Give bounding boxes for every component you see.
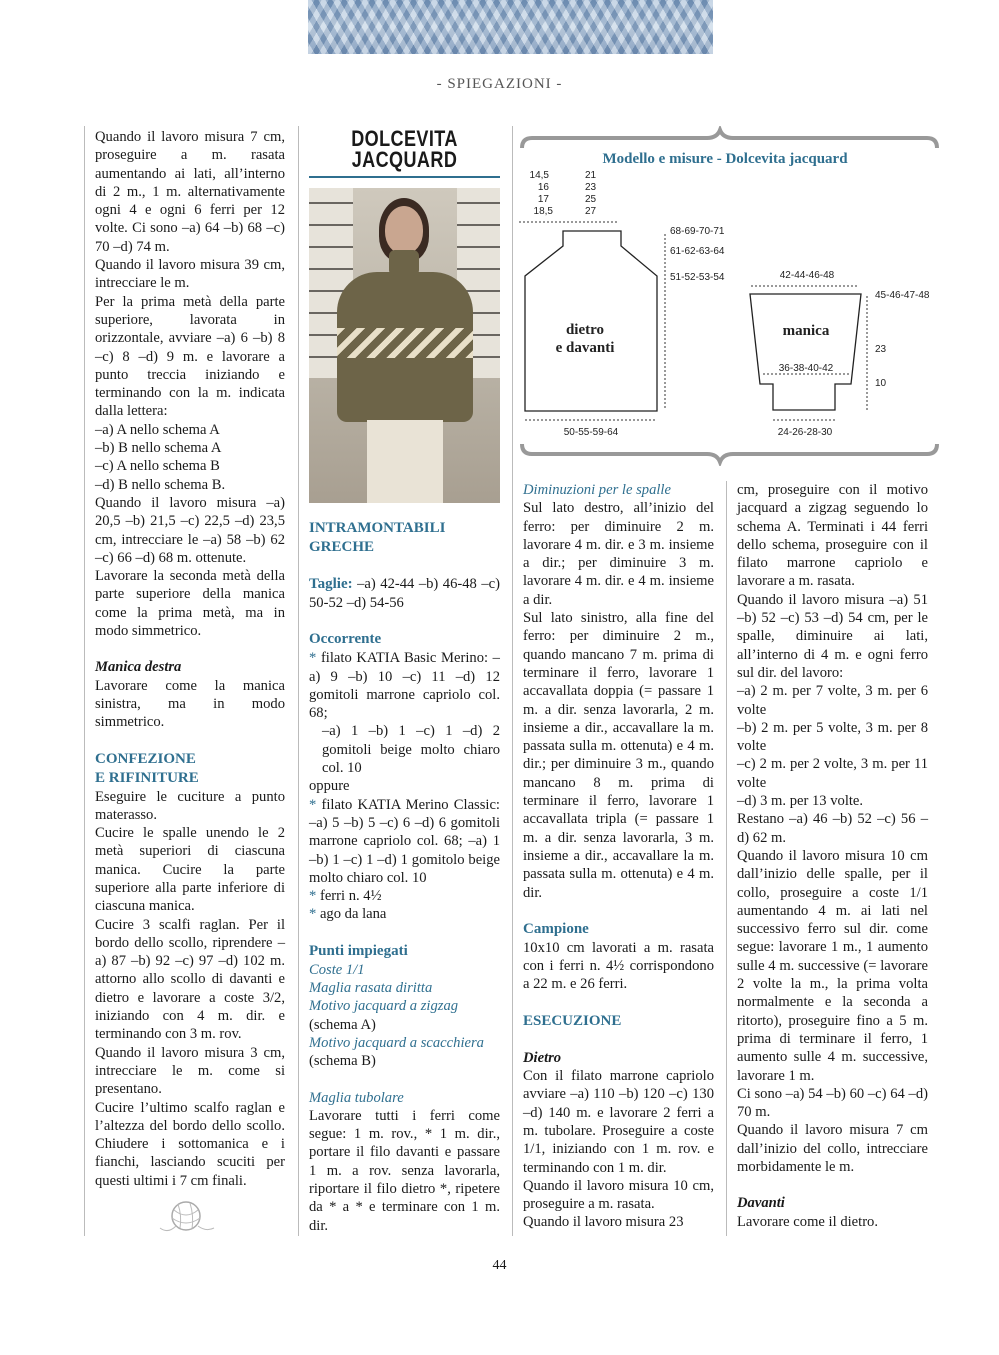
- body-width: 50-55-59-64: [563, 427, 619, 438]
- list-item: –c) A nello schema B: [95, 458, 220, 475]
- paragraph: Quando il lavoro misura –a) 51 –b) 52 –c) 53 –d) 54 cm, per le spalle, diminuire ai lati, all’interno di 4 m. e ogni ferro sul dir. del lavoro:: [737, 591, 928, 681]
- body-label-2: e davanti: [555, 340, 615, 356]
- neck-height-b: 23: [585, 182, 597, 193]
- knit-texture-banner: [308, 0, 713, 54]
- measurements-diagram: [517, 126, 942, 466]
- paragraph: Sul lato sinistro, alla fine del ferro: per diminuire 2 m., quando mancano 7 m. prima di terminare il ferro, lavorare 1 accavallata doppia (= passare 1 m. a dir. senza lavorarla, 2 m. insieme a dir., accavallare la m. passata sulla m. ottenuta) e 4 m. dir.; per diminuire 3 m., quando mancano 8 m. prima di terminare il ferro, lavorare 1 accavallata tripla (= passare 1 m. a dir. senza lavorarla, 3 m. insieme a dir., accavallare la m. passata sulla m. ottenuta) e 4 m. dir.: [523, 610, 714, 901]
- paragraph: Lavorare la seconda metà della parte superiore della manica come la prima metà, ma in modo simmetrico.: [95, 568, 285, 640]
- paragraph: Quando il lavoro misura 10 cm, proseguire a m. rasata.: [523, 1177, 714, 1213]
- stitch-item: Coste 1/1: [309, 961, 365, 978]
- sleeve-mid-width: 36-38-40-42: [778, 363, 834, 374]
- paragraph: Cucire l’ultimo scalfo raglan e l’altezza del bordo dello scollo. Chiudere i sottomanica e i fianchi, lasciando scuciti per questi ultimi i 7 cm finali.: [95, 1099, 285, 1189]
- body-height-side: 51-52-53-54: [670, 272, 725, 283]
- sleeve-height-1: 23: [875, 344, 887, 355]
- paragraph: Quando il lavoro misura 23: [523, 1214, 684, 1231]
- body-height-shoulder: 61-62-63-64: [670, 246, 725, 257]
- neck-height-d: 27: [585, 206, 597, 217]
- paragraph: Quando il lavoro misura 3 cm, intrecciare le m. come si presentano.: [95, 1044, 285, 1098]
- materials-item: –a) 1 –b) 1 –c) 1 –d) 2 gomitoli beige molto chiaro col. 10: [322, 723, 500, 777]
- list-item: –d) B nello schema B.: [95, 476, 226, 493]
- neck-width-a: 14,5: [529, 170, 549, 181]
- bracket-bottom: [522, 444, 937, 462]
- model-photo: [309, 188, 500, 503]
- body-height-total: 68-69-70-71: [670, 226, 725, 237]
- list-item: –b) 2 m. per 5 volte, 3 m. per 8 volte: [737, 719, 928, 755]
- subtitle: INTRAMONTABILI: [309, 520, 446, 536]
- paragraph: Per la prima metà della parte superiore, lavorata in orizzontale, avviare –a) 6 –b) 8 –c) 8 –d) 9 m. e lavorare a punto treccia iniziando e terminando con la m. indicata dalla lettera:: [95, 293, 285, 420]
- materials-item: filato KATIA Merino Classic: –a) 5 –b) 5 –c) 6 –d) 6 gomitoli marrone capriolo col. 68; –a) 1 –b) 1 –c) 1 –d) 1 gomitolo beige molto chiaro col. 10: [309, 796, 500, 886]
- article-title: DOLCEVITA JACQUARD: [351, 126, 458, 172]
- paragraph: Quando il lavoro misura 7 cm dall’inizio del collo, intrecciare morbidamente le m.: [737, 1122, 928, 1175]
- heading-campione: Campione: [523, 920, 589, 937]
- list-item: –a) A nello schema A: [95, 421, 220, 438]
- materials-item: ago da lana: [319, 906, 387, 923]
- heading-punti: Punti impiegati: [309, 942, 408, 959]
- column-rule: [512, 126, 513, 1236]
- paragraph: 10x10 cm lavorati a m. rasata con i ferri n. 4½ corrispondono a 22 m. e 26 ferri.: [523, 939, 714, 993]
- list-item: –d) 3 m. per 13 volte.: [737, 793, 864, 810]
- heading-confezione: CONFEZIONE: [95, 750, 196, 767]
- column-rule: [298, 126, 299, 1236]
- paragraph: Cucire 3 scalfi raglan. Per il bordo dello scollo, riprendere –a) 87 –b) 92 –c) 97 –d) 102 m. attorno allo scollo di davanti e dietro e lavorare a coste 3/2, iniziando con 4 m. dir. e terminando con 3 m. rov.: [95, 916, 285, 1043]
- schematic-svg: [517, 126, 942, 466]
- stitch-item: Motivo jacquard a zigzag: [309, 998, 459, 1015]
- neck-width-c: 17: [537, 194, 549, 205]
- column-3: [523, 481, 714, 1232]
- paragraph: Restano –a) 46 –b) 52 –c) 56 –d) 62 m.: [737, 811, 928, 846]
- materials-item: filato KATIA Basic Merino: –a) 9 –b) 10 –c) 11 –d) 12 gomitoli marrone capriolo col. 68;: [309, 650, 500, 722]
- stitch-note: (schema B): [309, 1053, 376, 1070]
- paragraph: Lavorare come la manica sinistra, ma in modo simmetrico.: [95, 677, 285, 731]
- heading-davanti: Davanti: [737, 1195, 785, 1212]
- materials-or: oppure: [309, 778, 350, 795]
- column-4: [737, 481, 928, 1231]
- sleeve-label: manica: [782, 323, 830, 339]
- list-item: –a) 2 m. per 7 volte, 3 m. per 6 volte: [737, 683, 928, 718]
- heading-tubolare: Maglia tubolare: [309, 1089, 404, 1106]
- column-2: DOLCEVITA JACQUARD INTRAMONTABILI GRECHE Taglie: –a) 42-44 –b) 46-48 –c) 50-52 –d) 54-56 Occorrente * filato KATIA Basic Merino: –a) 9 –b) 10 –c) 11 –d) 12 gomitoli marrone capriolo col. 68; –a) 1 –b) 1 –c) 1 –d) 2 gomitoli beige molto chiaro col. 10 oppure * filato KATIA Merino Classic: –a) 5 –b) 5 –c) 6 –d) 6 gomitoli marrone capriolo col. 68; –a) 1 –b) 1 –c) 1 –d) 1 gomitolo beige molto chiaro col. 10 * ferri n. 4½ * ago da lana Punti impiegati Coste 1/1 Maglia rasata diritta Motivo jacquard a zigzag (schema A) Motivo jacquard a scacchiera (schema B) Maglia tubolare Lavorare tutti i ferri come segue: 1 m. rov., * 1 m. dir., portare il filo davanti e passare 1 m. a rov. senza lavorarla, riportare il filo dietro *, ripetere da * a * e terminare con 1 m. dir.: [309, 126, 500, 1234]
- stitch-item: Motivo jacquard a scacchiera: [309, 1034, 484, 1051]
- paragraph: Ci sono –a) 54 –b) 60 –c) 64 –d) 70 m.: [737, 1085, 928, 1121]
- column-rule: [84, 126, 85, 1236]
- paragraph: Lavorare come il dietro.: [737, 1213, 879, 1230]
- stitch-note: (schema A): [309, 1016, 376, 1033]
- neck-height-c: 25: [585, 194, 597, 205]
- materials-item: ferri n. 4½: [319, 888, 382, 905]
- stitch-item: Maglia rasata diritta: [309, 980, 433, 997]
- column-rule: [726, 481, 727, 1236]
- section-header: - SPIEGAZIONI -: [436, 76, 563, 92]
- sleeve-outline: [750, 294, 861, 410]
- list-item: –b) B nello schema A: [95, 440, 222, 457]
- body-outline: [525, 231, 657, 411]
- paragraph: Con il filato marrone capriolo avviare –a) 110 –b) 120 –c) 130 –d) 140 m. e lavorare 2 ferri a m. tubolare. Proseguire a coste 1/1, iniziando con 1 m. rov. e terminando con 1 m. dir.: [523, 1068, 714, 1176]
- sleeve-height-2: 10: [875, 378, 887, 389]
- neck-height-a: 21: [585, 170, 597, 181]
- neck-width-d: 18,5: [533, 206, 553, 217]
- neck-width-b: 16: [537, 182, 549, 193]
- heading-manica-destra: Manica destra: [95, 659, 182, 676]
- heading-occorrente: Occorrente: [309, 631, 382, 648]
- bracket-top: [522, 130, 937, 148]
- sleeve-top-width: 42-44-46-48: [779, 270, 835, 281]
- list-item: –c) 2 m. per 2 volte, 3 m. per 11 volte: [737, 756, 928, 791]
- yarn-ball-icon: [158, 1198, 216, 1236]
- page-number: 44: [492, 1258, 507, 1273]
- paragraph: Quando il lavoro misura 39 cm, intrecciare le m.: [95, 257, 285, 292]
- paragraph: Sul lato destro, all’inizio del ferro: per diminuire 2 m. lavorare 4 m. dir. e 3 m. insieme a dir.; per diminuire 3 m. lavorare 4 m. dir. e 4 m. insieme a dir.: [523, 500, 714, 608]
- heading-esecuzione: ESECUZIONE: [523, 1012, 622, 1029]
- paragraph: Eseguire le cuciture a punto materasso.: [95, 788, 285, 823]
- paragraph: Quando il lavoro misura 10 cm dall’inizio delle spalle, per il collo, proseguire a coste 1/1 aumentando 4 m. ai lati nel successivo ferro sul dir. come segue: lavorare 1 m., 1 aumento sulle 4 m. successive (= lavorare 2 volte la m., la prima volta normalmente e la seconda a ritorto), proseguire fino a 5 m. prima di terminare il ferro, 1 aumento sulle 4 m. successive, lavorare 1 m.: [737, 847, 928, 1084]
- sizes-value: –a) 42-44 –b) 46-48 –c) 50-52 –d) 54-56: [309, 576, 500, 611]
- heading-dietro: Dietro: [523, 1049, 562, 1066]
- paragraph: Lavorare tutti i ferri come segue: 1 m. rov., * 1 m. dir., portare il filo davanti e passare 1 m. a rov. senza lavorarla, riportare il filo dietro *, ripetere da * a * e terminare con 1 m. dir.: [309, 1107, 500, 1234]
- subtitle: GRECHE: [309, 539, 375, 555]
- title-underline: [309, 176, 500, 178]
- heading-diminuzioni: Diminuzioni per le spalle: [523, 482, 671, 498]
- paragraph: Quando il lavoro misura –a) 20,5 –b) 21,5 –c) 22,5 –d) 23,5 cm, intrecciare le –a) 58 –b) 62 –c) 66 –d) 68 m. ottenute.: [95, 494, 285, 566]
- diagram-title: Modello e misure - Dolcevita jacquard: [602, 151, 848, 167]
- body-label-1: dietro: [565, 322, 605, 338]
- paragraph: Quando il lavoro misura 7 cm, proseguire a m. rasata aumentando ai lati, all’interno di 2 m., 1 m. alternativamente ogni 4 e ogni 6 ferri per 12 volte. Ci sono –a) 64 –b) 68 –c) 70 –d) 74 m.: [95, 129, 285, 255]
- sizes-label: Taglie:: [309, 576, 353, 592]
- sleeve-outer: 45-46-47-48: [875, 290, 930, 301]
- column-1: [95, 128, 285, 1190]
- paragraph: cm, proseguire con il motivo jacquard a zigzag seguendo lo schema A. Terminati i 44 ferri dello schema, proseguire con il filato marrone capriolo e lavorare a m. rasata.: [737, 482, 928, 590]
- paragraph: Cucire le spalle unendo le 2 metà superiori di ciascuna manica. Cucire la parte superiore alla parte inferiore di ciascuna manica.: [95, 825, 285, 915]
- sleeve-bottom-width: 24-26-28-30: [777, 427, 833, 438]
- heading-rifiniture: E RIFINITURE: [95, 769, 199, 786]
